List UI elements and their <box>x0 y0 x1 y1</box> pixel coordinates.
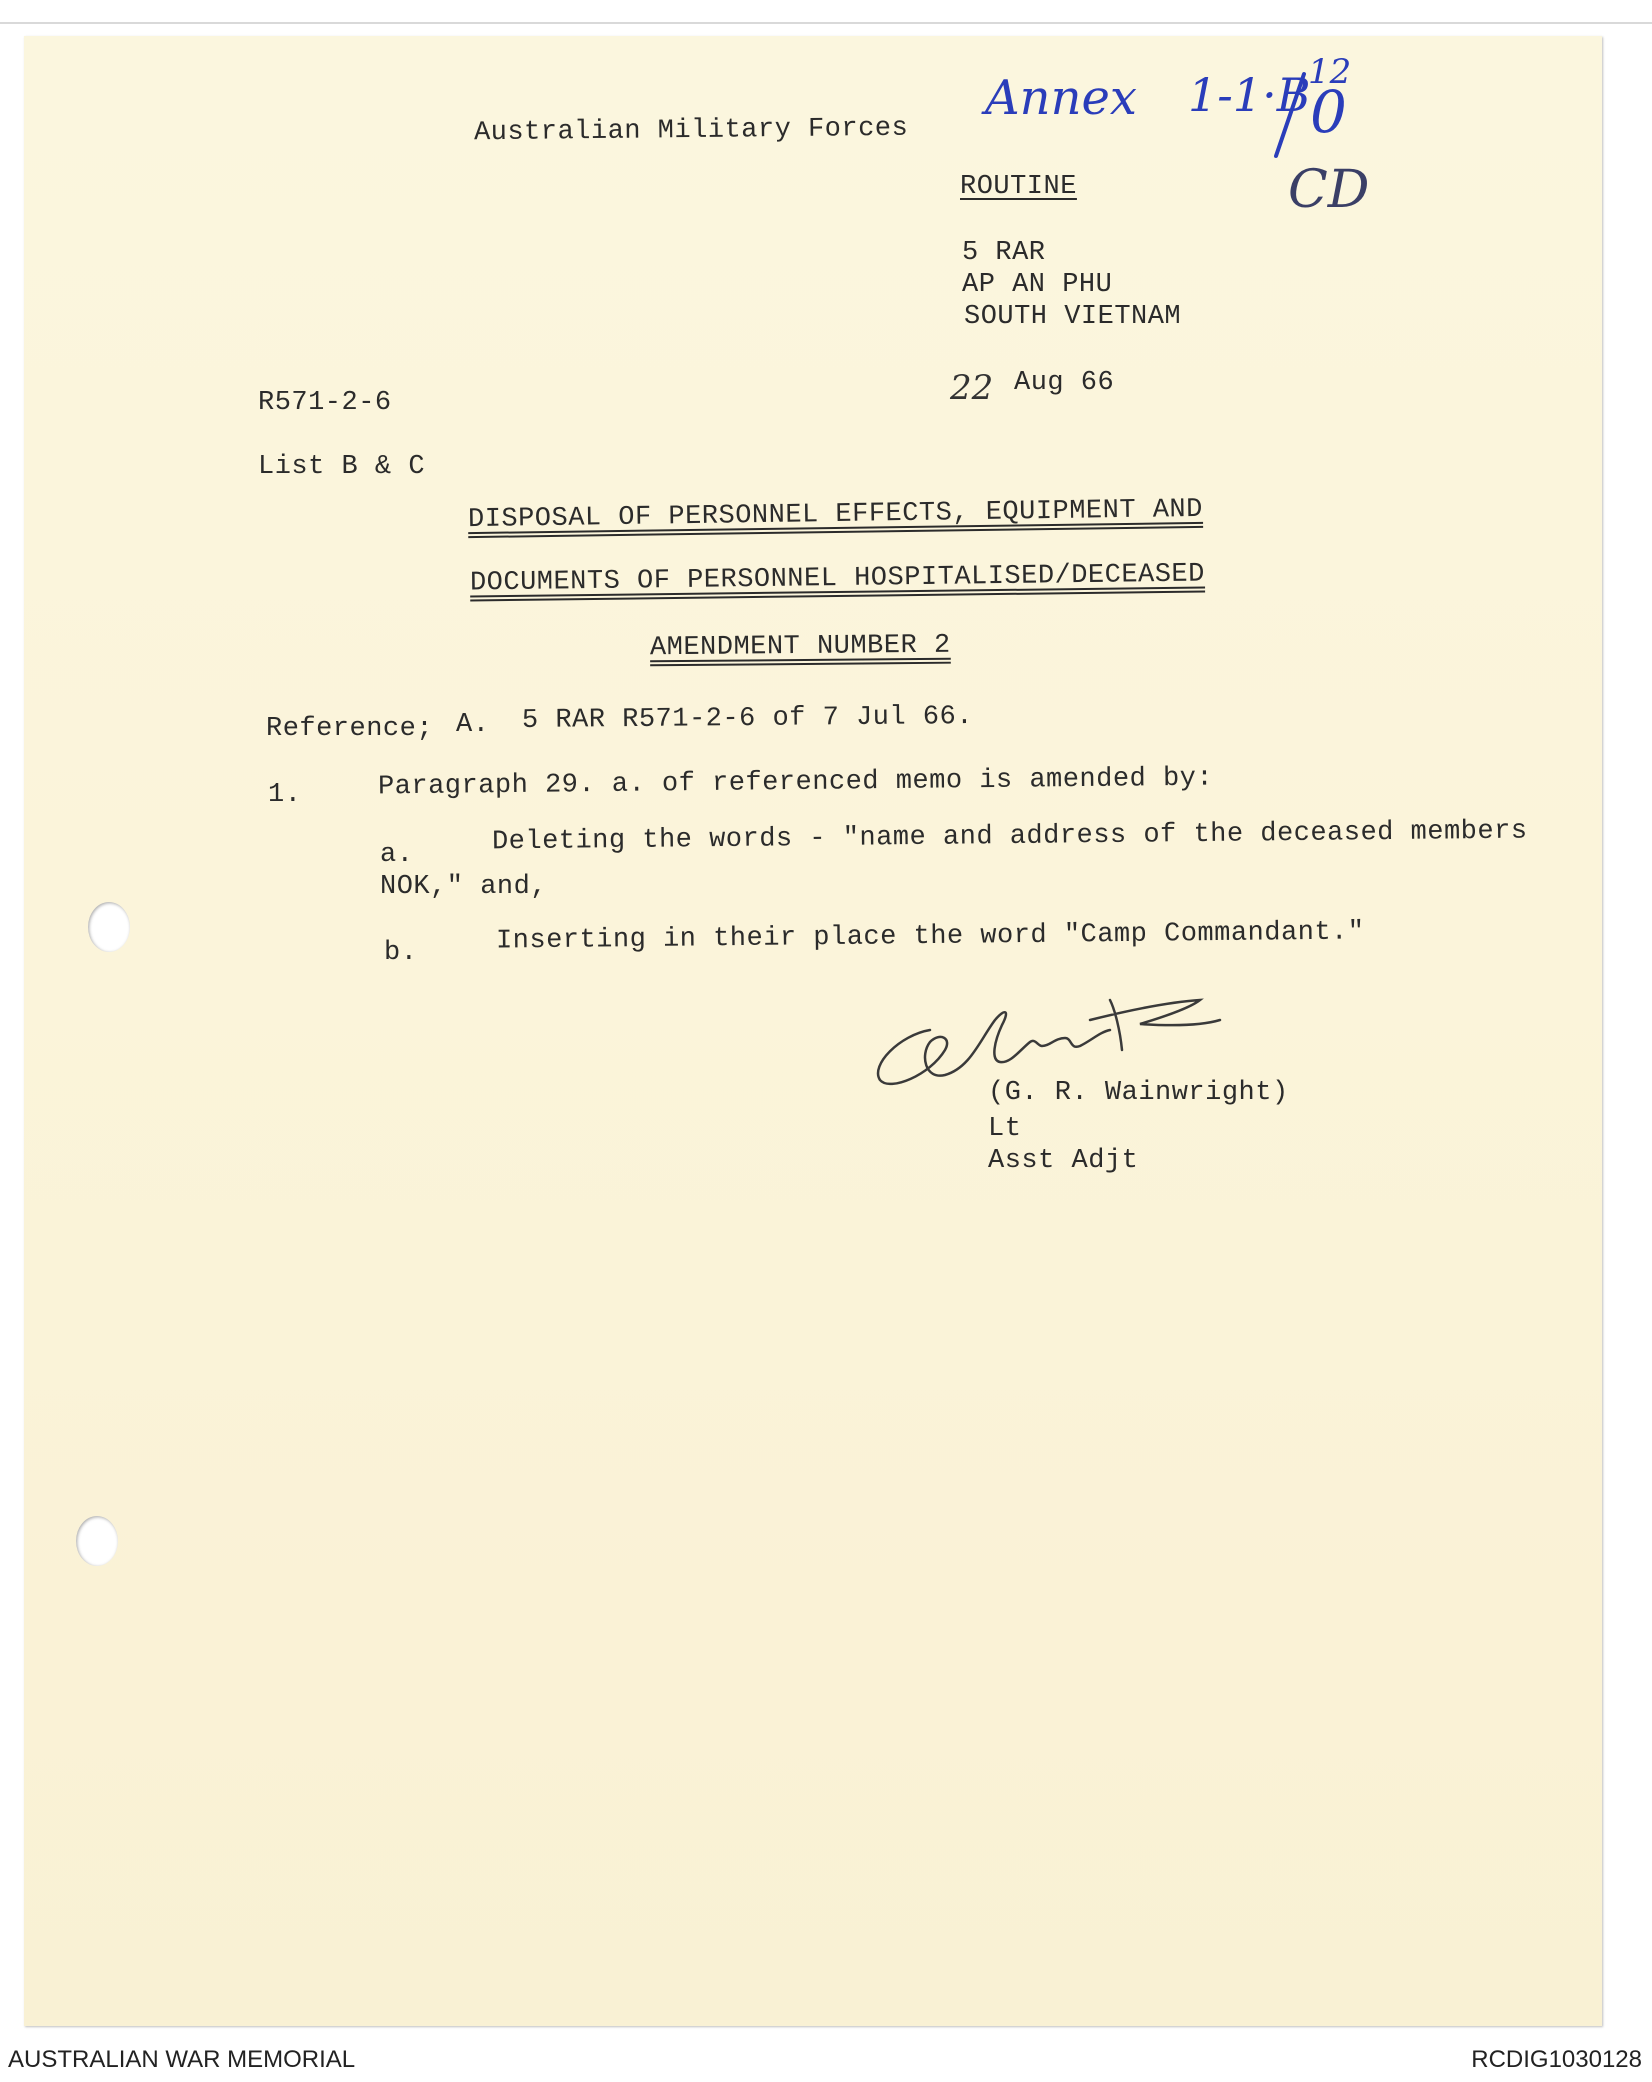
classification: ROUTINE <box>960 172 1077 202</box>
title-line-3: AMENDMENT NUMBER 2 <box>649 630 951 664</box>
address-line-2: AP AN PHU <box>962 270 1113 300</box>
footer-record-id: RCDIG1030128 <box>1471 2046 1642 2073</box>
sub-b-text: Inserting in their place the word "Camp Commandant." <box>495 917 1365 957</box>
fraction-slash <box>1270 70 1310 160</box>
reference-text: 5 RAR R571-2-6 of 7 Jul 66. <box>521 702 974 736</box>
annex-ref-annotation: 1-1·B <box>1188 68 1311 122</box>
date-month-year: Aug 66 <box>1014 368 1115 398</box>
sub-a-letter: a. <box>380 840 414 870</box>
title-line-2: DOCUMENTS OF PERSONNEL HOSPITALISED/DECEASED <box>469 559 1206 599</box>
reference-label: Reference; <box>266 714 434 744</box>
letterhead: Australian Military Forces <box>473 113 909 149</box>
address-line-3: SOUTH VIETNAM <box>964 302 1182 332</box>
signatory-name: (G. R. Wainwright) <box>988 1078 1289 1108</box>
date-day-handwritten: 22 <box>950 368 994 408</box>
sub-a-text: Deleting the words - "name and address of the deceased members <box>491 816 1528 858</box>
file-reference: R571-2-6 <box>258 388 392 418</box>
initials-annotation: CD <box>1288 160 1370 220</box>
signatory-appointment: Asst Adjt <box>988 1146 1139 1176</box>
paragraph-text: Paragraph 29. a. of referenced memo is amended by: <box>377 763 1214 803</box>
reference-item-letter: A. <box>456 710 490 740</box>
address-line-1: 5 RAR <box>962 238 1046 268</box>
sub-a-continuation: NOK," and, <box>380 872 548 902</box>
top-rule <box>0 22 1652 24</box>
footer-archive-name: AUSTRALIAN WAR MEMORIAL <box>8 2046 356 2073</box>
punch-hole-upper <box>88 902 130 952</box>
distribution-list: List B & C <box>258 452 426 482</box>
annex-fraction-top: 12 <box>1308 52 1352 92</box>
title-line-1: DISPOSAL OF PERSONNEL EFFECTS, EQUIPMENT AND <box>467 494 1204 536</box>
paragraph-number: 1. <box>268 780 302 810</box>
sub-b-letter: b. <box>384 938 418 968</box>
signatory-rank: Lt <box>988 1114 1022 1144</box>
annex-annotation: Annex <box>985 70 1137 126</box>
punch-hole-lower <box>76 1516 118 1566</box>
annex-fraction-bottom: 0 <box>1310 78 1347 146</box>
document-page <box>24 36 1602 2026</box>
